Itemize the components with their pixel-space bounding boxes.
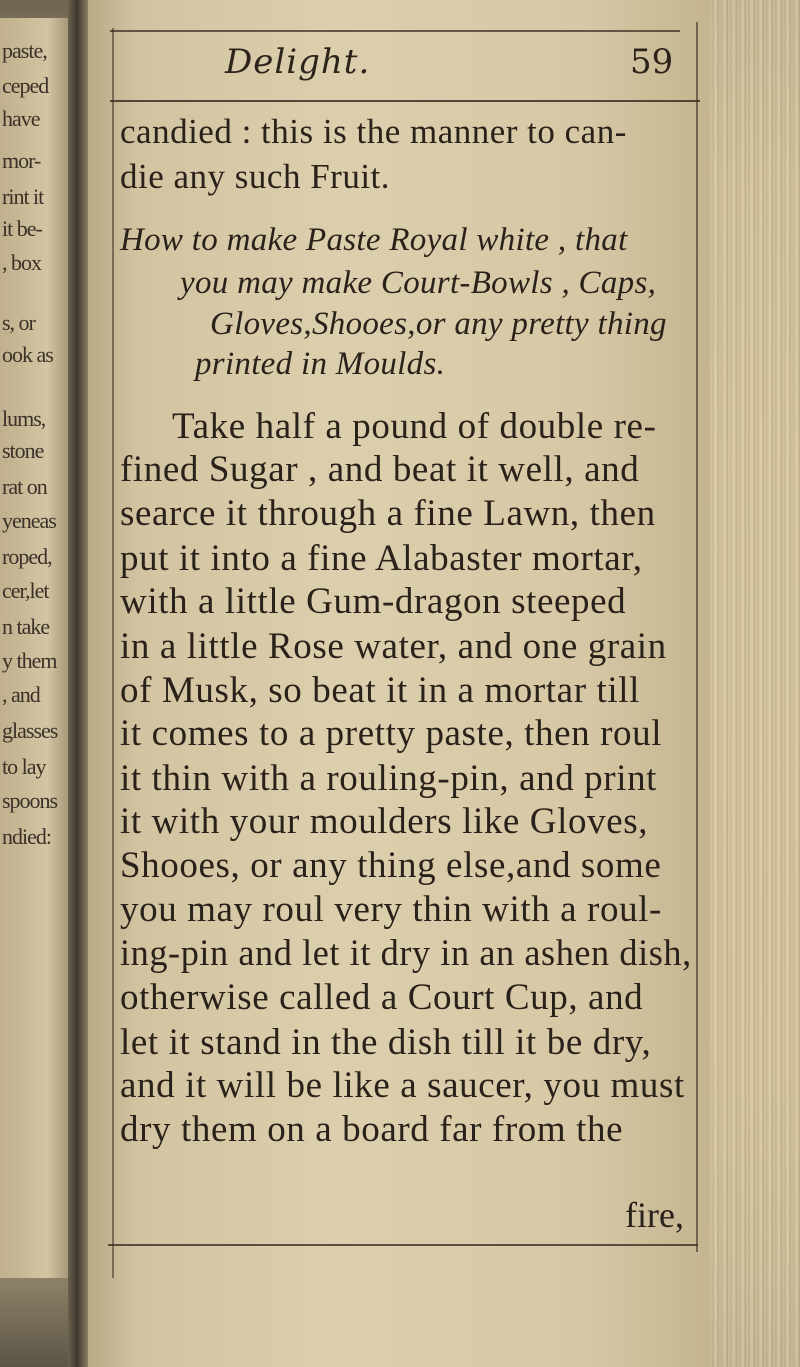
text-line: Gloves,Shooes,or any pretty thing [210,306,667,342]
left-frame-line [112,28,114,1278]
left-page-fragment: mor- [2,148,41,173]
left-page-fragment: rat on [2,474,47,499]
text-line: with a little Gum-dragon steeped [120,581,627,622]
left-page-fragment: cer,let [2,578,49,603]
text-line: dry them on a board far from the [120,1109,624,1150]
left-page-fragment: s, or [2,310,35,335]
left-page-fragment: paste, [2,38,47,63]
text-line: Shooes, or any thing else,and some [120,845,662,886]
text-line: candied : this is the manner to can- [120,112,627,151]
left-page-fragment: it be- [2,216,42,241]
left-page-fragment: ceped [2,73,49,98]
left-page-fragment: have [2,106,40,131]
text-line: put it into a fine Alabaster mortar, [120,538,643,579]
book-gutter [68,0,88,1367]
text-line: it comes to a pretty paste, then roul [120,713,663,754]
text-line: die any such Fruit. [120,157,391,196]
left-page-fragment: lums, [2,406,46,431]
text-line: and it will be like a saucer, you must [120,1065,685,1106]
text-line: How to make Paste Royal white , that [120,222,628,258]
left-page-fragment: , and [2,682,40,707]
left-page-fragment: spoons [2,788,58,813]
text-line: printed in Moulds. [195,346,446,382]
left-page-fragment: to lay [2,754,46,779]
text-line: of Musk, so beat it in a mortar till [120,670,640,711]
left-page-fragment: n take [2,614,50,639]
text-line: in a little Rose water, and one grain [120,626,667,667]
text-line: ing-pin and let it dry in an ashen dish, [120,933,692,974]
left-page-fragment: , box [2,250,41,275]
left-page-fragment: roped, [2,544,52,569]
top-rule [110,30,680,32]
bottom-rule [108,1244,698,1246]
page-number: 59 [630,42,674,82]
text-line: otherwise called a Court Cup, and [120,977,644,1018]
text-line: it with your moulders like Gloves, [120,801,649,842]
text-line: it thin with a rouling-pin, and print [120,758,658,799]
left-page-fragment: y them [2,648,57,673]
left-page-fragment: rint it [2,184,44,209]
page-edges [710,0,800,1367]
text-line: you may roul very thin with a roul- [120,889,662,930]
left-page-fragment: ook as [2,342,53,367]
left-page-fragment: glasses [2,718,58,743]
text-line: fined Sugar , and beat it well, and [120,449,640,490]
left-page-fragment: ndied: [2,824,51,849]
text-line: let it stand in the dish till it be dry, [120,1022,652,1063]
text-line: searce it through a fine Lawn, then [120,493,656,534]
text-line: you may make Court-Bowls , Caps, [180,265,657,301]
text-line: Take half a pound of double re- [172,406,657,447]
header-rule [110,100,700,102]
left-page-fragment: stone [2,438,44,463]
left-page-fragment: yeneas [2,508,56,533]
right-frame-line [696,22,698,1252]
running-head: Delight. [225,42,371,82]
text-line-last: fire, [625,1195,684,1235]
adjacent-page-fragment [0,18,68,1278]
